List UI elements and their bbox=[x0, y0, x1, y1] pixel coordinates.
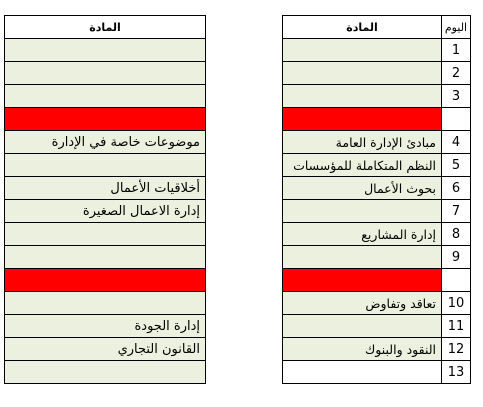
right-table-row bbox=[283, 338, 471, 361]
day-number-cell[interactable]: 5 bbox=[442, 154, 471, 177]
left-separator-cell[interactable] bbox=[5, 269, 206, 292]
right-subject-cell[interactable]: بحوث الأعمال bbox=[283, 177, 442, 200]
left-table-row bbox=[5, 131, 206, 154]
left-table-row bbox=[5, 223, 206, 246]
right-table-row bbox=[283, 200, 471, 223]
right-subject-cell[interactable]: إدارة المشاريع bbox=[283, 223, 442, 246]
left-subject-cell[interactable] bbox=[5, 154, 206, 177]
left-table-row bbox=[5, 200, 206, 223]
right-table-row bbox=[283, 246, 471, 269]
day-number-cell[interactable]: 9 bbox=[442, 246, 471, 269]
left-separator-cell[interactable] bbox=[5, 108, 206, 131]
right-subject-cell[interactable]: مبادئ الإدارة العامة bbox=[283, 131, 442, 154]
left-header-row bbox=[5, 16, 206, 39]
right-table-row bbox=[283, 315, 471, 338]
left-table-row bbox=[5, 177, 206, 200]
left-subject-cell[interactable] bbox=[5, 292, 206, 315]
day-number-cell[interactable]: 2 bbox=[442, 62, 471, 85]
left-table-row bbox=[5, 39, 206, 62]
right-separator-day-cell[interactable] bbox=[442, 108, 471, 131]
right-table-row bbox=[283, 292, 471, 315]
right-separator-cell[interactable] bbox=[283, 269, 442, 292]
right-day-header[interactable]: اليوم bbox=[442, 16, 471, 39]
left-table-row bbox=[5, 315, 206, 338]
left-table-row bbox=[5, 361, 206, 384]
right-table-row bbox=[283, 62, 471, 85]
right-table-row bbox=[283, 39, 471, 62]
right-table-row bbox=[283, 223, 471, 246]
right-separator-cell[interactable] bbox=[283, 108, 442, 131]
right-subject-header[interactable]: المادة bbox=[283, 16, 442, 39]
day-number-cell[interactable]: 8 bbox=[442, 223, 471, 246]
right-subject-cell[interactable] bbox=[283, 246, 442, 269]
left-subject-cell[interactable]: إدارة الجودة bbox=[5, 315, 206, 338]
day-number-cell[interactable]: 1 bbox=[442, 39, 471, 62]
left-table-row bbox=[5, 62, 206, 85]
right-subject-cell[interactable] bbox=[283, 361, 442, 384]
left-subject-cell[interactable]: أخلاقيات الأعمال bbox=[5, 177, 206, 200]
day-number-cell[interactable]: 4 bbox=[442, 131, 471, 154]
right-table-row bbox=[283, 361, 471, 384]
left-table-body bbox=[5, 16, 206, 384]
right-table-row bbox=[283, 269, 471, 292]
left-subject-cell[interactable]: إدارة الاعمال الصغيرة bbox=[5, 200, 206, 223]
day-number-cell[interactable]: 13 bbox=[442, 361, 471, 384]
left-subject-cell[interactable] bbox=[5, 62, 206, 85]
right-subject-cell[interactable] bbox=[283, 200, 442, 223]
right-schedule-table bbox=[282, 15, 471, 384]
left-subject-cell[interactable] bbox=[5, 39, 206, 62]
left-table-row bbox=[5, 292, 206, 315]
left-subject-cell[interactable] bbox=[5, 246, 206, 269]
right-separator-day-cell[interactable] bbox=[442, 269, 471, 292]
right-table-row bbox=[283, 85, 471, 108]
right-table-row bbox=[283, 177, 471, 200]
right-table-body bbox=[283, 16, 471, 384]
right-table-row bbox=[283, 108, 471, 131]
left-table-row bbox=[5, 108, 206, 131]
right-subject-cell[interactable]: تعاقد وتفاوض bbox=[283, 292, 442, 315]
left-schedule-table bbox=[4, 15, 206, 384]
right-header-row bbox=[283, 16, 471, 39]
left-subject-header[interactable]: المادة bbox=[5, 16, 206, 39]
day-number-cell[interactable]: 7 bbox=[442, 200, 471, 223]
day-number-cell[interactable]: 3 bbox=[442, 85, 471, 108]
right-table-row bbox=[283, 154, 471, 177]
left-table-row bbox=[5, 154, 206, 177]
day-number-cell[interactable]: 6 bbox=[442, 177, 471, 200]
right-subject-cell[interactable] bbox=[283, 85, 442, 108]
left-subject-cell[interactable] bbox=[5, 85, 206, 108]
left-table-row bbox=[5, 269, 206, 292]
left-table-row bbox=[5, 338, 206, 361]
left-subject-cell[interactable] bbox=[5, 361, 206, 384]
right-subject-cell[interactable] bbox=[283, 39, 442, 62]
right-subject-cell[interactable] bbox=[283, 62, 442, 85]
left-subject-cell[interactable]: القانون التجاري bbox=[5, 338, 206, 361]
day-number-cell[interactable]: 11 bbox=[442, 315, 471, 338]
left-subject-cell[interactable] bbox=[5, 223, 206, 246]
right-subject-cell[interactable]: النظم المتكاملة للمؤسسات bbox=[283, 154, 442, 177]
right-subject-cell[interactable] bbox=[283, 315, 442, 338]
right-table-row bbox=[283, 131, 471, 154]
left-subject-cell[interactable]: موضوعات خاصة في الإدارة bbox=[5, 131, 206, 154]
left-table-row bbox=[5, 85, 206, 108]
day-number-cell[interactable]: 12 bbox=[442, 338, 471, 361]
right-subject-cell[interactable]: النقود والبنوك bbox=[283, 338, 442, 361]
day-number-cell[interactable]: 10 bbox=[442, 292, 471, 315]
left-table-row bbox=[5, 246, 206, 269]
